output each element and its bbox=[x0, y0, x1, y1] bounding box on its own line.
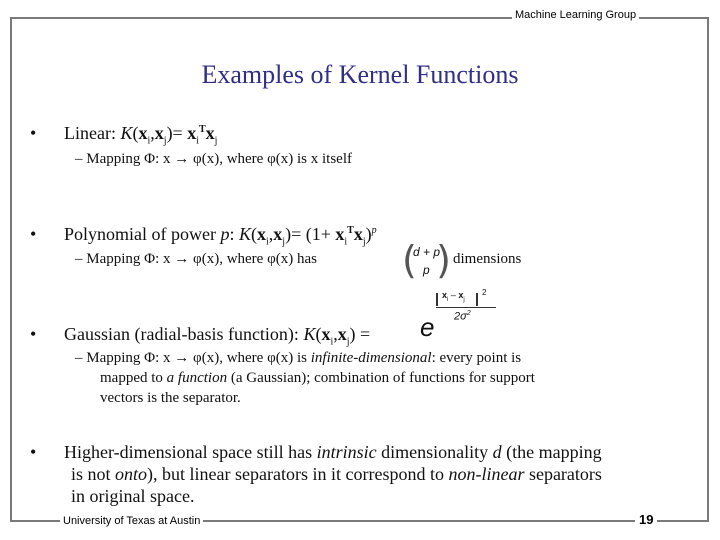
bullet-linear: • Linear: $K(x_i,x_j)= x_i^Tx_j$ bbox=[30, 123, 218, 147]
page-number: 19 bbox=[635, 512, 657, 527]
bullet-polynomial: • Polynomial of power p: $K(x_i,x_j)= (1+ x_i^Tx_j)^p$ bbox=[30, 224, 377, 248]
dimensions-label: dimensions bbox=[453, 251, 522, 267]
frame-left bbox=[10, 17, 12, 522]
bullet-gaussian: • Gaussian (radial-basis function): $K(x_i,x_j)$ = bbox=[30, 324, 371, 348]
bullet-higher-dimensional: • Higher-dimensional space still has intrinsic dimensionality d (the mapping is not onto), but linear separators in it correspond to non-linear separators in original space. bbox=[30, 442, 602, 506]
slide-title: Examples of Kernel Functions bbox=[201, 60, 519, 89]
gaussian-exponential-formula: e $x_i - x_j$ 2 $2\sigma^2$ bbox=[420, 290, 500, 338]
polynomial-mapping-text: – Mapping Φ: x → φ(x), where φ(x) has bbox=[75, 251, 317, 267]
linear-mapping-text: – Mapping Φ: x → φ(x), where φ(x) is x itself bbox=[75, 151, 352, 167]
binomial-coefficient: ( d + p p ) bbox=[402, 238, 451, 282]
gaussian-mapping-line1: – Mapping Φ: x → φ(x), where φ(x) is infinite-dimensional: every point is bbox=[75, 350, 522, 366]
gaussian-mapping-line3: vectors is the separator. bbox=[100, 390, 241, 406]
frame-right bbox=[707, 17, 709, 522]
footer-university: University of Texas at Austin bbox=[60, 515, 203, 527]
gaussian-mapping-line2: mapped to a function (a Gaussian); combination of functions for support bbox=[100, 370, 535, 386]
header-group-label: Machine Learning Group bbox=[512, 9, 639, 21]
